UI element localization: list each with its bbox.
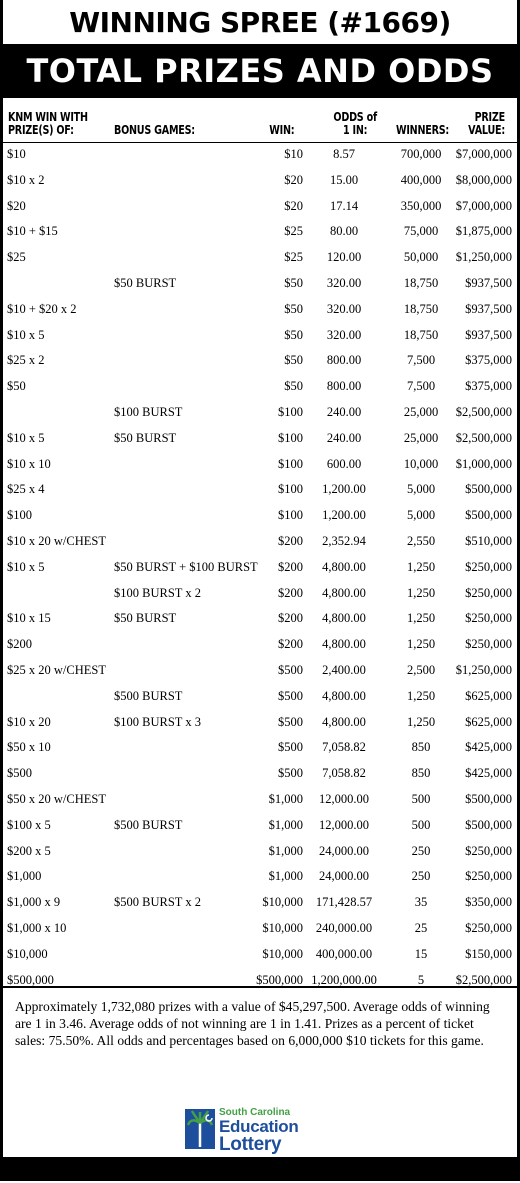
cell-value: $250,000 — [465, 920, 512, 935]
header-win-label: WIN: — [268, 123, 294, 137]
cell-value: $625,000 — [465, 714, 512, 729]
cell-prize: $10 x 15 — [7, 611, 51, 626]
table-row — [3, 349, 517, 375]
table-row — [3, 504, 517, 530]
table-row — [3, 840, 517, 866]
game-title: WINNING SPREE (#1669) — [69, 5, 451, 39]
cell-odds: 12,000.00 — [319, 817, 369, 832]
cell-winners: 1,250 — [406, 559, 436, 574]
table-row — [3, 582, 517, 608]
table-row — [3, 530, 517, 556]
cell-winners: 850 — [411, 740, 431, 755]
cell-odds: 24,000.00 — [319, 843, 369, 858]
cell-prize: $25 — [7, 250, 26, 265]
cell-win: $100 — [278, 482, 303, 497]
header-odds-label: ODDS of 1 IN: — [333, 110, 377, 137]
cell-odds: 240.00 — [326, 404, 362, 419]
cell-value: $8,000,000 — [455, 172, 512, 187]
cell-win: $500 — [278, 766, 303, 781]
cell-win: $1,000 — [268, 869, 303, 884]
cell-win: $1,000 — [268, 817, 303, 832]
cell-win: $10,000 — [262, 920, 303, 935]
cell-win: $500 — [278, 740, 303, 755]
cell-bonus: $500 BURST — [114, 817, 183, 832]
table-row — [3, 711, 517, 737]
cell-winners: 7,500 — [406, 379, 436, 394]
header-prize — [8, 111, 88, 137]
cell-value: $150,000 — [465, 946, 512, 961]
cell-odds: 4,800.00 — [322, 585, 366, 600]
cell-win: $50 — [284, 379, 303, 394]
cell-win: $100 — [278, 404, 303, 419]
cell-odds: 12,000.00 — [319, 791, 369, 806]
cell-prize: $10 + $15 — [7, 224, 58, 239]
cell-win: $200 — [278, 611, 303, 626]
cell-win: $200 — [278, 585, 303, 600]
cell-odds: 600.00 — [326, 456, 362, 471]
header-value — [468, 111, 505, 137]
cell-value: $250,000 — [465, 843, 512, 858]
cell-odds: 1,200.00 — [322, 508, 366, 523]
cell-winners: 500 — [411, 791, 431, 806]
cell-winners: 1,250 — [406, 688, 436, 703]
cell-value: $500,000 — [465, 791, 512, 806]
cell-winners: 18,750 — [403, 327, 439, 342]
cell-odds: 1,200,000.00 — [311, 972, 377, 987]
table-row — [3, 917, 517, 943]
cell-odds: 240.00 — [326, 430, 362, 445]
table-row — [3, 685, 517, 711]
prize-table-body — [3, 143, 517, 994]
cell-win: $20 — [284, 172, 303, 187]
cell-odds: 80.00 — [329, 224, 359, 239]
cell-odds: 1,200.00 — [322, 482, 366, 497]
cell-prize: $1,000 x 10 — [7, 920, 67, 935]
cell-winners: 10,000 — [403, 456, 439, 471]
cell-odds: 17.14 — [329, 198, 359, 213]
cell-odds: 320.00 — [326, 327, 362, 342]
cell-odds: 2,352.94 — [322, 533, 366, 548]
cell-value: $1,875,000 — [455, 224, 512, 239]
cell-winners: 5 — [417, 972, 425, 987]
cell-winners: 25,000 — [403, 430, 439, 445]
cell-value: $937,500 — [465, 275, 512, 290]
cell-value: $625,000 — [465, 688, 512, 703]
header-value-label: PRIZE VALUE: — [468, 110, 505, 137]
cell-winners: 15 — [414, 946, 428, 961]
cell-bonus: $500 BURST — [114, 688, 183, 703]
header-prize-label: KNM WIN WITH PRIZE(S) OF: — [8, 110, 88, 137]
cell-value: $2,500,000 — [455, 972, 512, 987]
cell-win: $100 — [278, 430, 303, 445]
table-row — [3, 478, 517, 504]
cell-odds: 15.00 — [329, 172, 359, 187]
cell-win: $50 — [284, 327, 303, 342]
cell-prize: $10 x 10 — [7, 456, 51, 471]
table-row — [3, 246, 517, 272]
header-winners-label: WINNERS: — [396, 123, 450, 137]
cell-bonus: $50 BURST + $100 BURST — [114, 559, 258, 574]
cell-win: $10,000 — [262, 895, 303, 910]
cell-value: $350,000 — [465, 895, 512, 910]
cell-winners: 350,000 — [400, 198, 442, 213]
cell-bonus: $100 BURST x 2 — [114, 585, 201, 600]
table-row — [3, 220, 517, 246]
cell-winners: 35 — [414, 895, 428, 910]
cell-winners: 700,000 — [400, 147, 442, 161]
cell-value: $250,000 — [465, 585, 512, 600]
cell-prize: $500,000 — [7, 972, 54, 987]
cell-bonus: $100 BURST x 3 — [114, 714, 201, 729]
cell-value: $7,000,000 — [455, 198, 512, 213]
cell-value: $7,000,000 — [455, 147, 512, 161]
table-row — [3, 814, 517, 840]
table-row — [3, 736, 517, 762]
cell-odds: 8.57 — [333, 147, 355, 161]
cell-win: $200 — [278, 637, 303, 652]
table-row — [3, 607, 517, 633]
header-bonus-label: BONUS GAMES: — [114, 123, 195, 137]
cell-win: $100 — [278, 456, 303, 471]
table-row — [3, 272, 517, 298]
table-row — [3, 865, 517, 891]
header-odds — [333, 111, 376, 137]
cell-value: $375,000 — [465, 379, 512, 394]
cell-winners: 400,000 — [400, 172, 442, 187]
cell-odds: 800.00 — [326, 353, 362, 368]
cell-win: $200 — [278, 559, 303, 574]
cell-prize: $200 x 5 — [7, 843, 51, 858]
cell-win: $10 — [284, 147, 303, 161]
table-row — [3, 324, 517, 350]
table-row — [3, 195, 517, 221]
cell-value: $2,500,000 — [455, 430, 512, 445]
table-row — [3, 427, 517, 453]
cell-value: $500,000 — [465, 508, 512, 523]
table-row — [3, 375, 517, 401]
cell-odds: 400,000.00 — [315, 946, 373, 961]
logo-lottery: Lottery — [219, 1134, 282, 1155]
cell-winners: 1,250 — [406, 714, 436, 729]
cell-bonus: $100 BURST — [114, 404, 183, 419]
logo-education: Education — [219, 1117, 299, 1136]
cell-winners: 18,750 — [403, 301, 439, 316]
cell-winners: 1,250 — [406, 637, 436, 652]
cell-prize: $10,000 — [7, 946, 48, 961]
header-bonus — [114, 124, 195, 137]
cell-value: $1,000,000 — [455, 456, 512, 471]
cell-win: $1,000 — [268, 791, 303, 806]
table-row — [3, 633, 517, 659]
cell-win: $50 — [284, 275, 303, 290]
cell-prize: $1,000 x 9 — [7, 895, 61, 910]
cell-prize: $50 x 20 w/CHEST — [7, 791, 106, 806]
table-row — [3, 556, 517, 582]
table-row — [3, 143, 517, 169]
cell-value: $425,000 — [465, 740, 512, 755]
cell-prize: $10 x 20 w/CHEST — [7, 533, 106, 548]
cell-prize: $10 x 5 — [7, 327, 45, 342]
cell-winners: 1,250 — [406, 611, 436, 626]
table-row — [3, 659, 517, 685]
table-row — [3, 891, 517, 917]
cell-odds: 7,058.82 — [322, 766, 366, 781]
cell-value: $500,000 — [465, 817, 512, 832]
cell-odds: 24,000.00 — [319, 869, 369, 884]
summary-text: Approximately 1,732,080 prizes with a value of $45,297,500. Average odds of winning are 1 in 3.46. Average odds of not winning are 1 in 1.41. Prizes as a percent of ticket sales: 75.50%. All odds and percentages based on 6,000,000 $10 tickets for this game. — [15, 999, 490, 1048]
cell-win: $500,000 — [256, 972, 303, 987]
cell-odds: 320.00 — [326, 301, 362, 316]
cell-value: $1,250,000 — [455, 250, 512, 265]
cell-value: $1,250,000 — [455, 662, 512, 677]
cell-win: $10,000 — [262, 946, 303, 961]
cell-odds: 171,428.57 — [315, 895, 373, 910]
cell-prize: $10 x 20 — [7, 714, 51, 729]
cell-winners: 7,500 — [406, 353, 436, 368]
cell-prize: $1,000 — [7, 869, 42, 884]
cell-win: $50 — [284, 353, 303, 368]
table-header — [3, 98, 517, 143]
cell-winners: 2,500 — [406, 662, 436, 677]
table-row — [3, 298, 517, 324]
cell-prize: $10 x 5 — [7, 559, 45, 574]
cell-prize: $10 x 5 — [7, 430, 45, 445]
cell-prize: $100 x 5 — [7, 817, 51, 832]
cell-winners: 250 — [411, 869, 431, 884]
cell-odds: 7,058.82 — [322, 740, 366, 755]
logo-state: South Carolina — [219, 1107, 291, 1118]
table-row — [3, 401, 517, 427]
cell-odds: 800.00 — [326, 379, 362, 394]
cell-prize: $10 — [7, 147, 26, 161]
cell-prize: $20 — [7, 198, 26, 213]
cell-odds: 320.00 — [326, 275, 362, 290]
table-row — [3, 762, 517, 788]
cell-winners: 50,000 — [403, 250, 439, 265]
cell-prize: $25 x 2 — [7, 353, 45, 368]
cell-bonus: $50 BURST — [114, 611, 177, 626]
table-row — [3, 943, 517, 969]
cell-bonus: $500 BURST x 2 — [114, 895, 201, 910]
cell-winners: 2,550 — [406, 533, 436, 548]
cell-odds: 4,800.00 — [322, 611, 366, 626]
cell-value: $425,000 — [465, 766, 512, 781]
cell-prize: $10 + $20 x 2 — [7, 301, 77, 316]
cell-winners: 500 — [411, 817, 431, 832]
cell-winners: 25,000 — [403, 404, 439, 419]
cell-winners: 5,000 — [406, 508, 436, 523]
palmetto-tree-icon — [183, 1107, 217, 1151]
cell-win: $20 — [284, 198, 303, 213]
cell-winners: 25 — [414, 920, 428, 935]
footer-bar — [3, 1157, 517, 1181]
cell-prize: $10 x 2 — [7, 172, 45, 187]
header-winners — [396, 124, 449, 137]
header-win — [269, 124, 294, 137]
cell-winners: 18,750 — [403, 275, 439, 290]
cell-winners: 250 — [411, 843, 431, 858]
cell-prize: $200 — [7, 637, 32, 652]
cell-bonus: $50 BURST — [114, 275, 177, 290]
cell-value: $2,500,000 — [455, 404, 512, 419]
cell-value: $937,500 — [465, 327, 512, 342]
cell-win: $500 — [278, 714, 303, 729]
cell-winners: 850 — [411, 766, 431, 781]
cell-value: $250,000 — [465, 611, 512, 626]
cell-prize: $500 — [7, 766, 32, 781]
cell-value: $375,000 — [465, 353, 512, 368]
cell-win: $50 — [284, 301, 303, 316]
cell-win: $500 — [278, 688, 303, 703]
cell-prize: $100 — [7, 508, 32, 523]
cell-odds: 4,800.00 — [322, 637, 366, 652]
cell-value: $510,000 — [465, 533, 512, 548]
cell-value: $250,000 — [465, 869, 512, 884]
logo-wordmark — [219, 1107, 298, 1154]
cell-odds: 4,800.00 — [322, 714, 366, 729]
cell-winners: 75,000 — [403, 224, 439, 239]
table-row — [3, 453, 517, 479]
cell-winners: 1,250 — [406, 585, 436, 600]
cell-odds: 240,000.00 — [315, 920, 373, 935]
cell-prize: $25 x 20 w/CHEST — [7, 662, 106, 677]
cell-win: $100 — [278, 508, 303, 523]
cell-prize: $50 — [7, 379, 26, 394]
cell-value: $500,000 — [465, 482, 512, 497]
table-row — [3, 169, 517, 195]
cell-prize: $50 x 10 — [7, 740, 51, 755]
lottery-logo — [183, 1107, 333, 1155]
cell-win: $500 — [278, 662, 303, 677]
cell-odds: 4,800.00 — [322, 559, 366, 574]
cell-value: $937,500 — [465, 301, 512, 316]
cell-bonus: $50 BURST — [114, 430, 177, 445]
cell-odds: 4,800.00 — [322, 688, 366, 703]
cell-win: $25 — [284, 250, 303, 265]
cell-value: $250,000 — [465, 559, 512, 574]
cell-odds: 2,400.00 — [322, 662, 366, 677]
cell-win: $200 — [278, 533, 303, 548]
section-banner: TOTAL PRIZES AND ODDS — [3, 44, 517, 98]
cell-win: $1,000 — [268, 843, 303, 858]
table-row — [3, 788, 517, 814]
cell-prize: $25 x 4 — [7, 482, 45, 497]
cell-odds: 120.00 — [326, 250, 362, 265]
cell-win: $25 — [284, 224, 303, 239]
cell-value: $250,000 — [465, 637, 512, 652]
cell-winners: 5,000 — [406, 482, 436, 497]
